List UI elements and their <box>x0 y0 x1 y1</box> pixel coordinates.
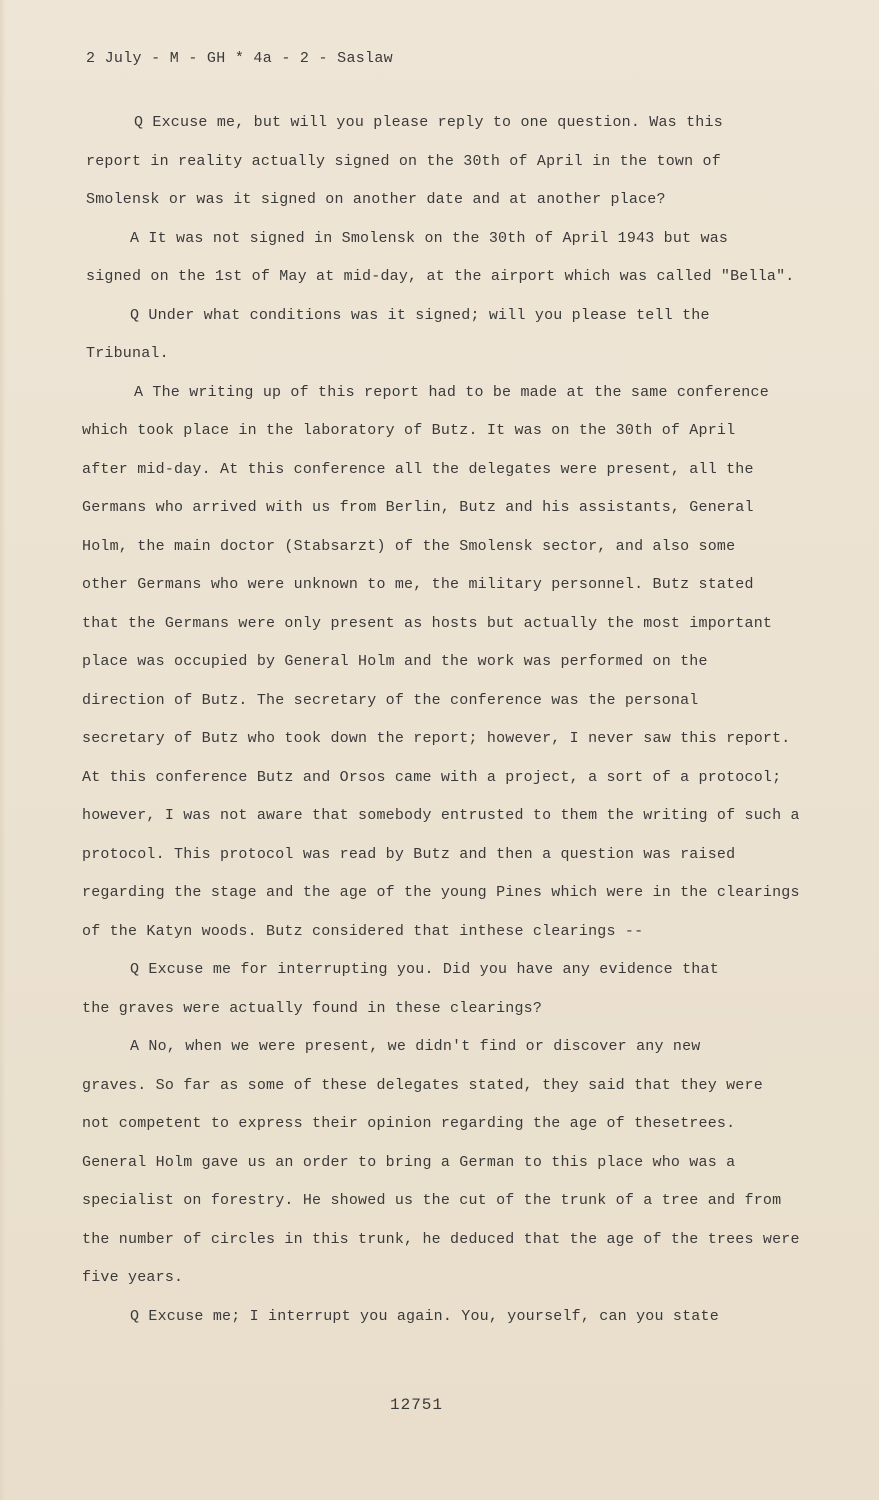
transcript-line: specialist on forestry. He showed us the cut of the trunk of a tree and from <box>82 1192 782 1209</box>
transcript-line: direction of Butz. The secretary of the conference was the personal <box>82 691 699 709</box>
transcript-line: that the Germans were only present as hosts but actually the most important <box>82 614 773 632</box>
transcript-line: A It was not signed in Smolensk on the 30th of April 1943 but was <box>130 229 729 247</box>
transcript-line: Germans who arrived with us from Berlin, Butz and his assistants, General <box>82 499 754 516</box>
transcript-line: of the Katyn woods. Butz considered that inthese clearings -- <box>82 922 644 940</box>
transcript-line: Q Under what conditions was it signed; will you please tell the <box>130 306 710 324</box>
transcript-line: Smolensk or was it signed on another date and at another place? <box>86 191 666 208</box>
transcript-body <box>78 104 838 1336</box>
transcript-line: A No, when we were present, we didn't find or discover any new <box>130 1038 701 1055</box>
transcript-line: other Germans who were unknown to me, the military personnel. Butz stated <box>82 576 754 593</box>
transcript-line: place was occupied by General Holm and the work was performed on the <box>82 653 708 670</box>
transcript-line: however, I was not aware that somebody entrusted to them the writing of such a <box>82 807 800 824</box>
transcript-line: the graves were actually found in these clearings? <box>82 999 543 1017</box>
transcript-line: Holm, the main doctor (Stabsarzt) of the Smolensk sector, and also some <box>82 537 736 555</box>
transcript-line: secretary of Butz who took down the report; however, I never saw this report. <box>82 730 791 747</box>
transcript-line: Q Excuse me; I interrupt you again. You, yourself, can you state <box>130 1307 719 1325</box>
transcript-line: Q Excuse me, but will you please reply to one question. Was this <box>134 114 723 131</box>
transcript-line: report in reality actually signed on the 30th of April in the town of <box>86 152 721 170</box>
transcript-line: Tribunal. <box>86 345 169 362</box>
transcript-line: after mid-day. At this conference all the delegates were present, all the <box>82 460 754 478</box>
transcript-line: A The writing up of this report had to be made at the same conference <box>134 383 769 401</box>
transcript-line: which took place in the laboratory of Butz. It was on the 30th of April <box>82 422 736 439</box>
page-header: 2 July - M - GH * 4a - 2 - Saslaw <box>86 50 393 67</box>
transcript-line: graves. So far as some of these delegates stated, they said that they were <box>82 1076 763 1094</box>
transcript-line: the number of circles in this trunk, he deduced that the age of the trees were <box>82 1230 800 1248</box>
transcript-line: not competent to express their opinion regarding the age of thesetrees. <box>82 1115 736 1132</box>
transcript-line: At this conference Butz and Orsos came with a project, a sort of a protocol; <box>82 768 782 786</box>
transcript-line: regarding the stage and the age of the young Pines which were in the clearings <box>82 884 800 901</box>
transcript-line: signed on the 1st of May at mid-day, at the airport which was called "Bella". <box>86 268 795 285</box>
page-number: 12751 <box>390 1396 444 1414</box>
transcript-line: Q Excuse me for interrupting you. Did you have any evidence that <box>130 961 719 978</box>
transcript-line: protocol. This protocol was read by Butz and then a question was raised <box>82 845 736 863</box>
transcript-line: five years. <box>82 1269 184 1286</box>
transcript-line: General Holm gave us an order to bring a German to this place who was a <box>82 1153 736 1171</box>
